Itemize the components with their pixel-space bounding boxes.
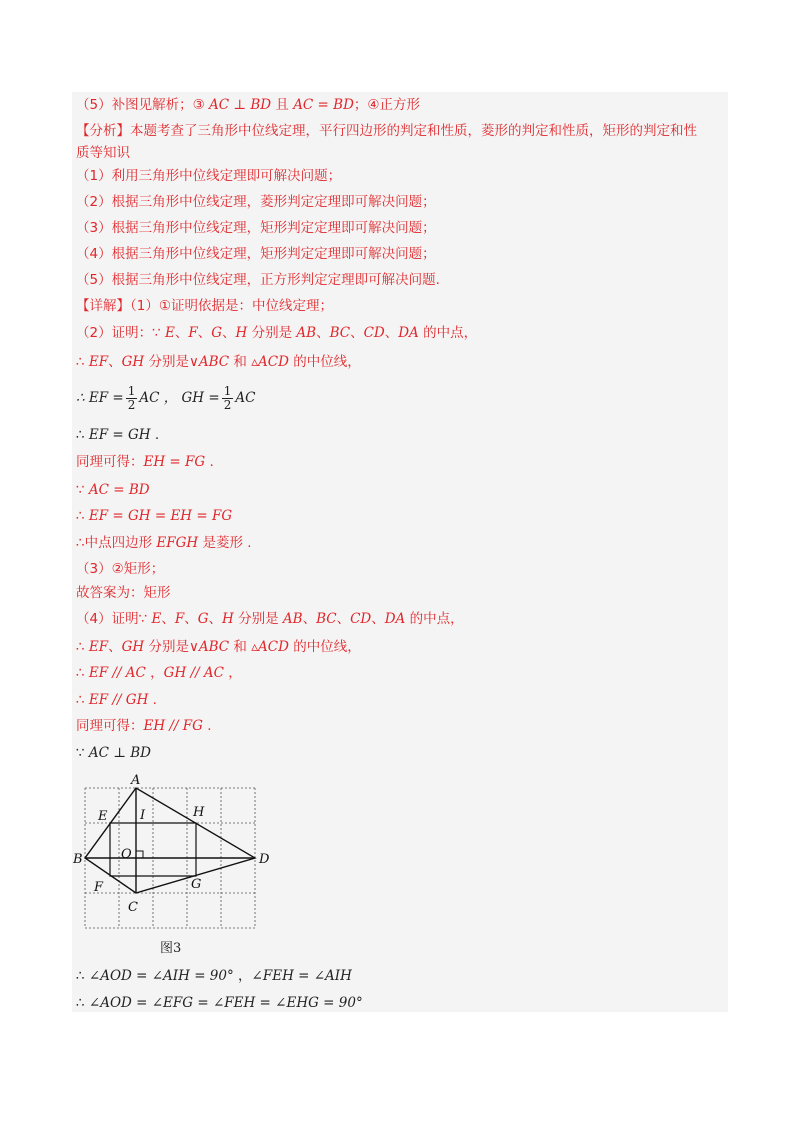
text-segment: ， (224, 665, 242, 681)
text-segment: （4）证明∵ (76, 611, 152, 627)
text-segment: 、 (371, 611, 385, 627)
math-text: DA (398, 325, 419, 341)
text-segment: ∴中点四边形 (76, 535, 157, 551)
math-text: AC ⊥ BD (88, 745, 151, 761)
text-line (76, 244, 436, 264)
text-segment: ∴ (76, 639, 89, 655)
text-line (76, 559, 164, 579)
math-text: BC (329, 325, 351, 341)
fraction-denominator: 2 (127, 397, 136, 412)
text-line (76, 352, 361, 372)
math-text: AC (235, 390, 256, 406)
text-line (76, 425, 159, 445)
math-text: ∨ABC (188, 639, 230, 655)
text-segment: 的中位线， (288, 354, 361, 370)
text-segment: 【详解】（1）①证明依据是：中位线定理； (76, 298, 333, 314)
text-segment: 且 (271, 97, 294, 113)
label-f: F (94, 880, 104, 895)
math-text: EFGH (156, 535, 199, 551)
text-segment: ∴ (76, 968, 89, 984)
label-o: O (121, 847, 132, 862)
math-text: EF // GH (88, 692, 149, 708)
label-g: G (191, 877, 202, 892)
text-segment: （4）根据三角形中位线定理，矩形判定定理即可解决问题； (76, 246, 436, 262)
text-segment: ∵ (76, 745, 89, 761)
text-segment: 分别是 (144, 639, 189, 655)
text-segment: 、 (316, 325, 330, 341)
text-segment: （2）证明：∵ (76, 325, 165, 341)
text-segment: 质等知识 (76, 145, 130, 161)
math-text: ∠FEH = ∠AIH (251, 968, 352, 984)
label-c: C (128, 900, 138, 915)
math-text: AC = BD (293, 97, 354, 113)
text-segment: . (202, 718, 212, 734)
text-segment: 、 (161, 611, 175, 627)
math-text: AB (282, 611, 303, 627)
text-segment: （5）补图见解析；③ (76, 97, 209, 113)
fraction (222, 385, 234, 412)
text-segment: ， (145, 665, 164, 681)
text-segment: ∴ (76, 692, 89, 708)
text-segment: （3）根据三角形中位线定理，矩形判定定理即可解决问题； (76, 220, 436, 236)
math-text: AC ， GH = (139, 390, 220, 406)
text-line (76, 716, 212, 736)
right-angle-mark (136, 851, 143, 858)
text-segment: 、 (336, 611, 351, 627)
math-text: GH (121, 354, 145, 370)
math-text: G (211, 325, 223, 341)
text-line (76, 993, 363, 1013)
math-text: E (164, 325, 175, 341)
math-text: ∠AOD = ∠EFG = ∠FEH = ∠EHG = 90° (88, 995, 363, 1011)
label-e: E (98, 809, 108, 824)
text-segment: 、 (184, 611, 198, 627)
math-text: AC = BD (88, 482, 150, 498)
text-segment: 和 (229, 639, 252, 655)
text-segment: （1）利用三角形中位线定理即可解决问题； (76, 168, 342, 184)
math-text: E (151, 611, 162, 627)
text-line (76, 452, 214, 472)
geometry-figure (72, 773, 282, 963)
text-line (76, 192, 436, 212)
text-segment: 、 (108, 639, 122, 655)
text-segment: 、 (222, 325, 236, 341)
text-line (76, 743, 151, 763)
math-text: BC (316, 611, 337, 627)
text-line (76, 663, 242, 683)
text-segment: 、 (174, 325, 189, 341)
text-segment: 故答案为：矩形 (76, 585, 171, 601)
math-text: F (174, 611, 185, 627)
label-i: I (140, 808, 146, 823)
math-text: G (197, 611, 209, 627)
math-text: ∠AOD = ∠AIH = 90° (88, 968, 234, 984)
text-line (76, 583, 171, 603)
text-segment: 分别是 (144, 354, 189, 370)
text-line (76, 533, 252, 553)
text-segment: （5）根据三角形中位线定理，正方形判定定理即可解决问题. (76, 272, 440, 288)
text-segment: 【分析】 (76, 123, 130, 139)
text-segment: ∴ (76, 354, 89, 370)
fraction-numerator: 1 (223, 383, 232, 398)
label-h: H (193, 805, 205, 820)
figure-caption: 图3 (160, 941, 182, 956)
math-text: EH = FG (143, 454, 206, 470)
text-segment: 是菱形 . (198, 535, 252, 551)
text-line (76, 609, 464, 629)
math-text: CD (363, 325, 385, 341)
text-line (76, 218, 436, 238)
fraction-numerator: 1 (127, 383, 136, 398)
fraction-denominator: 2 (223, 397, 232, 412)
math-text: ∨ABC (188, 354, 230, 370)
math-text: ▵ACD (251, 354, 289, 370)
text-line (76, 166, 341, 186)
text-line (76, 143, 130, 163)
text-line (76, 296, 333, 316)
math-text: F (188, 325, 198, 341)
text-segment: . (205, 454, 214, 470)
math-text: DA (384, 611, 406, 627)
label-d: D (259, 852, 270, 867)
text-segment: 同理可得： (76, 718, 144, 734)
text-segment: ；④正方形 (353, 97, 421, 113)
math-text: EF = GH = EH = FG (88, 508, 233, 524)
text-line (76, 270, 440, 290)
text-line (76, 690, 157, 710)
math-text: AB (296, 325, 317, 341)
text-line (76, 637, 361, 657)
math-text: EF (88, 354, 109, 370)
text-segment: 的中点， (405, 611, 464, 627)
text-segment: 分别是 (247, 325, 297, 341)
math-text: EF (88, 639, 109, 655)
text-line (76, 95, 420, 115)
text-segment: ∵ (76, 482, 89, 498)
text-segment: ∴ (76, 508, 89, 524)
text-segment: . (150, 427, 160, 443)
text-segment: 的中位线， (288, 639, 361, 655)
math-text: CD (350, 611, 372, 627)
fraction (126, 385, 138, 412)
text-segment: 、 (350, 325, 364, 341)
math-text: ∴ EF = (76, 390, 124, 406)
math-text: AC ⊥ BD (208, 97, 272, 113)
text-segment: ∴ (76, 427, 89, 443)
label-a: A (131, 773, 141, 788)
text-segment: ∴ (76, 665, 89, 681)
math-text: GH // AC (163, 665, 224, 681)
text-segment: 分别是 (233, 611, 283, 627)
text-line (76, 966, 352, 986)
text-segment: 的中点， (418, 325, 478, 341)
text-line (76, 480, 150, 500)
math-text: EH // FG (143, 718, 203, 734)
text-segment: 同理可得： (76, 454, 144, 470)
math-text: EF // AC (88, 665, 146, 681)
math-text: H (235, 325, 248, 341)
text-line (76, 384, 255, 412)
text-segment: 本题考查了三角形中位线定理，平行四边形的判定和性质，菱形的判定和性质，矩形的判定和性 (130, 123, 697, 139)
text-segment: 和 (229, 354, 252, 370)
text-segment: （3）②矩形； (76, 561, 165, 577)
text-segment: 、 (197, 325, 212, 341)
text-segment: 、 (108, 354, 122, 370)
text-segment: . (148, 692, 157, 708)
text-segment: （2）根据三角形中位线定理，菱形判定定理即可解决问题； (76, 194, 436, 210)
math-text: EF = GH (88, 427, 151, 443)
text-segment: 、 (208, 611, 223, 627)
text-segment: 、 (384, 325, 399, 341)
text-line (76, 121, 697, 141)
math-text: ▵ACD (251, 639, 289, 655)
text-segment: 、 (302, 611, 317, 627)
text-segment: ∴ (76, 995, 89, 1011)
text-segment: ， (233, 968, 252, 984)
math-text: GH (121, 639, 145, 655)
math-text: H (222, 611, 234, 627)
text-line (76, 323, 477, 343)
label-b: B (73, 852, 83, 867)
text-line (76, 506, 232, 526)
